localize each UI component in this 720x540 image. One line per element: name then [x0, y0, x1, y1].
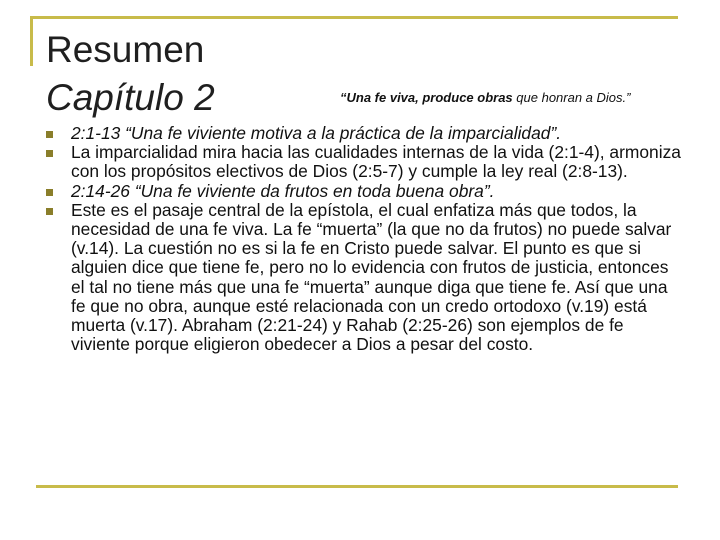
bullet-text: 2:1-13 “Una fe viviente motiva a la práctica de la imparcialidad”. — [71, 123, 562, 143]
bullet-list — [46, 124, 682, 354]
square-bullet-icon — [46, 150, 53, 157]
quote — [340, 90, 630, 105]
slide-subtitle: Capítulo 2 — [46, 77, 215, 118]
top-rule — [30, 16, 678, 19]
square-bullet-icon — [46, 189, 53, 196]
bullet-text: Este es el pasaje central de la epístola, el cual enfatiza más que todos, la necesidad de una fe viva. La fe “muerta” (la que no da frutos) no puede salvar (v.14). La cuestión no es si la fe en Cristo puede salvar. El punto es que si alguien dice que tiene fe, pero no lo evidencia con frutos de justicia, entonces el tal no tiene más que una fe “muerta” aunque diga que tiene fe. Así que una fe que no obra, aunque esté relacionada con un credo ortodoxo (v.19) está muerta (v.17). Abraham (2:21-24) y Rahab (2:25-26) son ejemplos de fe viviente porque eligieron obedecer a Dios a pesar del costo. — [71, 199, 672, 355]
quote-rest: que honran a Dios.” — [512, 90, 631, 105]
bullet-item — [46, 201, 682, 355]
bullet-item — [46, 143, 682, 181]
bottom-rule — [36, 485, 678, 488]
left-rule — [30, 16, 33, 66]
bullet-item — [46, 182, 682, 201]
square-bullet-icon — [46, 208, 53, 215]
bullet-item — [46, 124, 682, 143]
bullet-text: 2:14-26 “Una fe viviente da frutos en toda buena obra”. — [71, 180, 495, 201]
slide-title: Resumen — [46, 29, 205, 70]
square-bullet-icon — [46, 131, 53, 138]
quote-bold: “Una fe viva, produce obras — [340, 90, 513, 105]
bullet-text: La imparcialidad mira hacia las cualidades internas de la vida (2:1-4), armoniza con los propósitos electivos de Dios (2:5-7) y cumple la ley real (2:8-13). — [71, 142, 681, 182]
